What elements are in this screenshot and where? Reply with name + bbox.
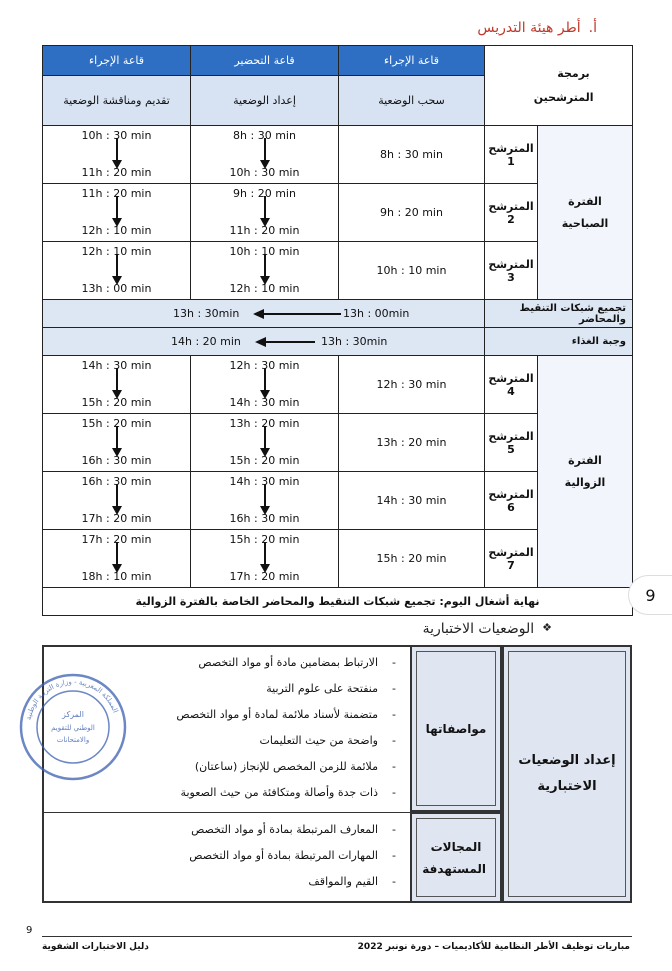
lunch-times xyxy=(43,328,485,356)
exec-start: 10h : 30 min xyxy=(81,129,152,142)
draw-time: 15h : 20 min xyxy=(339,530,485,588)
draw-time: 12h : 30 min xyxy=(339,356,485,414)
gather-label: تجميع شبكات التنقيط والمحاضر xyxy=(485,300,633,328)
left-arrow-icon xyxy=(253,309,343,319)
exec-time-cell xyxy=(43,242,191,300)
prep-start: 13h : 20 min xyxy=(229,417,300,430)
exec-time-cell xyxy=(43,184,191,242)
prep-end: 16h : 30 min xyxy=(229,512,300,525)
exec-time-cell xyxy=(43,126,191,184)
exec-end: 18h : 10 min xyxy=(81,570,152,583)
list-item: - القيم والمواقف xyxy=(44,869,396,895)
gather-from: 13h : 00min xyxy=(343,307,410,320)
prep-start: 9h : 20 min xyxy=(233,187,296,200)
prep-start: 8h : 30 min xyxy=(233,129,296,142)
draw-time: 13h : 20 min xyxy=(339,414,485,472)
section2-title-text: الوضعيات الاختبارية xyxy=(422,621,535,637)
exec-end: 17h : 20 min xyxy=(81,512,152,525)
exec-time-cell xyxy=(43,472,191,530)
subheader-draw: سحب الوضعية xyxy=(339,76,485,126)
section-heading xyxy=(477,20,597,36)
prep-end: 10h : 30 min xyxy=(229,166,300,179)
list-item: - المعارف المرتبطة بمادة أو مواد التخصص xyxy=(44,817,396,843)
prep-time-cell xyxy=(191,414,339,472)
list-item: - الارتباط بمضامين مادة أو مواد التخصص xyxy=(44,650,396,676)
prep-end: 12h : 10 min xyxy=(229,282,300,295)
diamond-bullet-icon: ❖ xyxy=(542,621,552,634)
draw-time: 14h : 30 min xyxy=(339,472,485,530)
draw-time: 8h : 30 min xyxy=(339,126,485,184)
page-badge: 9 xyxy=(628,575,672,615)
draw-time: 9h : 20 min xyxy=(339,184,485,242)
prep-end: 17h : 20 min xyxy=(229,570,300,583)
prep-end: 15h : 20 min xyxy=(229,454,300,467)
svg-text:المركز: المركز xyxy=(62,710,84,719)
exec-end: 12h : 10 min xyxy=(81,224,152,237)
morning-period-label: الفترة الصباحية xyxy=(538,126,633,300)
subheader-prepare: إعداد الوضعية xyxy=(191,76,339,126)
exec-start: 15h : 20 min xyxy=(81,417,152,430)
footer-divider xyxy=(42,936,632,937)
lunch-from: 13h : 30min xyxy=(321,335,388,348)
exec-time-cell xyxy=(43,530,191,588)
prep-time-cell xyxy=(191,472,339,530)
gather-to: 13h : 30min xyxy=(173,307,240,320)
list-item: - المهارات المرتبطة بمادة أو مواد التخصص xyxy=(44,843,396,869)
exec-time-cell xyxy=(43,414,191,472)
main-label-box xyxy=(502,645,632,903)
end-of-day-note: نهاية أشغال اليوم: تجميع شبكات التنقيط والمحاضر الخاصة بالفترة الزوالية xyxy=(43,588,633,616)
candidate-label: المترشح 5 xyxy=(485,414,538,472)
domains-list xyxy=(44,817,410,895)
svg-text:المملكة المغربية - وزارة الترب: المملكة المغربية - وزارة التربية الوطنية xyxy=(24,677,120,721)
specs-label: مواصفاتها xyxy=(425,721,487,736)
gather-times xyxy=(43,300,485,328)
prep-start: 12h : 30 min xyxy=(229,359,300,372)
heading-number: أ. xyxy=(588,20,597,36)
official-stamp-icon xyxy=(18,672,128,782)
heading-title: أطر هيئة التدريس xyxy=(477,20,581,36)
exec-end: 11h : 20 min xyxy=(81,166,152,179)
exec-start: 14h : 30 min xyxy=(81,359,152,372)
header-program: برمجة المترشحين xyxy=(485,46,633,126)
header-prep-room: قاعة التحضير xyxy=(191,46,339,76)
candidate-label: المترشح 6 xyxy=(485,472,538,530)
header-exec-room-2: قاعة الإجراء xyxy=(43,46,191,76)
prep-time-cell xyxy=(191,530,339,588)
afternoon-period-label: الفترة الزوالية xyxy=(538,356,633,588)
prep-start: 15h : 20 min xyxy=(229,533,300,546)
prep-start: 10h : 10 min xyxy=(229,245,300,258)
candidate-label: المترشح 4 xyxy=(485,356,538,414)
domains-label-box xyxy=(410,812,502,903)
list-item: - منفتحة على علوم التربية xyxy=(44,676,396,702)
svg-text:الوطني للتقويم: الوطني للتقويم xyxy=(51,724,95,732)
prep-end: 14h : 30 min xyxy=(229,396,300,409)
prep-time-cell xyxy=(191,356,339,414)
candidate-label: المترشح 2 xyxy=(485,184,538,242)
footer-guide: دليل الاختبارات الشفوية xyxy=(42,942,149,952)
lunch-to: 14h : 20 min xyxy=(171,335,241,348)
list-item: - واضحة من حيث التعليمات xyxy=(44,728,396,754)
exec-end: 16h : 30 min xyxy=(81,454,152,467)
exec-start: 12h : 10 min xyxy=(81,245,152,258)
candidate-label: المترشح 3 xyxy=(485,242,538,300)
exec-start: 17h : 20 min xyxy=(81,533,152,546)
subheader-present: تقديم ومناقشة الوضعية xyxy=(43,76,191,126)
prep-start: 14h : 30 min xyxy=(229,475,300,488)
section2-title xyxy=(423,621,552,637)
exec-end: 15h : 20 min xyxy=(81,396,152,409)
specs-label-box xyxy=(410,645,502,812)
footer-title: مباريات توظيف الأطر النظامية للأكاديميات – دورة نونبر 2022 xyxy=(357,942,630,952)
page-number: 9 xyxy=(26,925,33,936)
exec-start: 11h : 20 min xyxy=(81,187,152,200)
main-label: إعداد الوضعيات الاختبارية xyxy=(518,753,616,794)
prep-time-cell xyxy=(191,184,339,242)
exec-time-cell xyxy=(43,356,191,414)
left-arrow-icon xyxy=(255,337,317,347)
svg-text:والامتحانات: والامتحانات xyxy=(56,736,90,744)
exec-start: 16h : 30 min xyxy=(81,475,152,488)
prep-time-cell xyxy=(191,242,339,300)
header-exec-room-1: قاعة الإجراء xyxy=(339,46,485,76)
prep-time-cell xyxy=(191,126,339,184)
list-item: - ملائمة للزمن المخصص للإنجاز (ساعتان) xyxy=(44,754,396,780)
schedule-table xyxy=(42,45,633,616)
candidate-label: المترشح 1 xyxy=(485,126,538,184)
exec-end: 13h : 00 min xyxy=(81,282,152,295)
lunch-label: وجبة الغذاء xyxy=(485,328,633,356)
prep-end: 11h : 20 min xyxy=(229,224,300,237)
candidate-label: المترشح 7 xyxy=(485,530,538,588)
divider xyxy=(44,812,410,813)
list-item: - ذات جدة وأصالة ومتكافئة من حيث الصعوبة xyxy=(44,780,396,806)
list-item: - متضمنة لأسناد ملائمة لمادة أو مواد التخصص xyxy=(44,702,396,728)
draw-time: 10h : 10 min xyxy=(339,242,485,300)
domains-label: المجالات المستهدفة xyxy=(422,839,486,876)
